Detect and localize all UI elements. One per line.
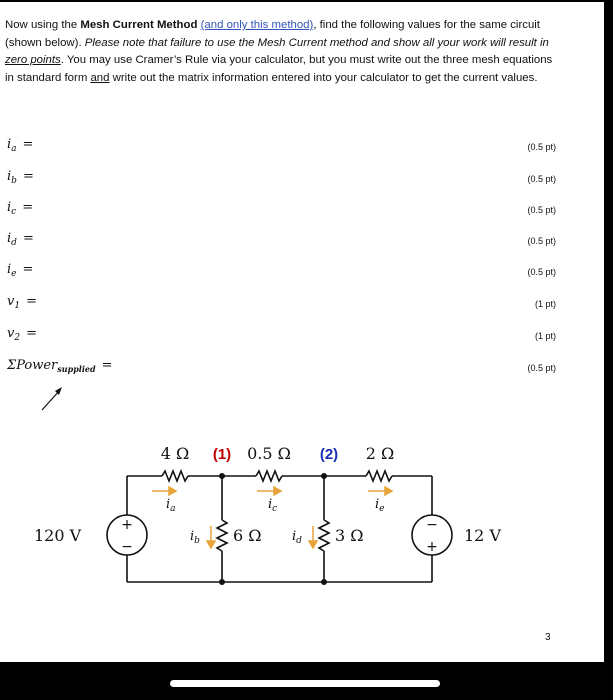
ic-main: i: [268, 497, 273, 512]
label-ic: [268, 497, 277, 514]
ia-main: i: [166, 497, 171, 512]
resistor-4ohm: [162, 471, 188, 481]
id-sub: d: [296, 536, 302, 546]
eq-equals: =: [22, 200, 34, 215]
eq-equals: =: [22, 262, 34, 277]
instr-method: Mesh Current Method: [80, 19, 198, 31]
label-r2: 0.5 Ω: [247, 444, 291, 463]
eq-equals: =: [26, 326, 37, 341]
label-r3: 2 Ω: [365, 444, 395, 463]
eq-equals: =: [22, 169, 34, 184]
src2-plus: +: [426, 539, 438, 555]
ie-sub: e: [379, 504, 385, 514]
points-ic: (0.5 pt): [527, 205, 556, 215]
resistor-2ohm: [366, 471, 392, 481]
eq-equals: =: [101, 358, 113, 373]
ib-main: i: [190, 529, 195, 544]
label-v2: 12 V: [464, 526, 501, 545]
label-mesh1: (1): [212, 446, 232, 463]
src1-minus: −: [121, 539, 133, 555]
instr-5: , find the following values for the same circuit (shown below).: [5, 19, 540, 49]
ic-sub: c: [272, 504, 278, 514]
home-indicator-bar[interactable]: [170, 680, 440, 687]
eq-sub: 2: [14, 333, 21, 343]
instr-and: and: [90, 71, 110, 84]
points-id: (0.5 pt): [527, 236, 556, 246]
resistor-05ohm: [256, 471, 282, 481]
eq-sub: a: [11, 144, 17, 154]
label-r1: 4 Ω: [160, 444, 190, 463]
eq-sub: supplied: [57, 364, 96, 374]
points-ib: (0.5 pt): [527, 174, 556, 184]
label-mesh2: (2): [319, 446, 339, 463]
eq-var: v: [7, 294, 15, 309]
eq-equals: =: [26, 294, 37, 309]
instr-8: . You may use Cramer’s Rule via your calculator, but you must write out the three mesh equations in standard form: [5, 54, 553, 84]
eq-equals: =: [22, 137, 34, 152]
instr-zero-points: zero points: [5, 54, 61, 67]
instr-10: write out the matrix information entered into your calculator to get the current values.: [109, 71, 538, 84]
id-main: i: [292, 529, 297, 544]
eq-sub: e: [11, 269, 17, 279]
instr-only-method: (and only this method): [200, 19, 314, 31]
ia-sub: a: [170, 504, 176, 514]
points-ia: (0.5 pt): [527, 142, 556, 152]
eq-sub: 1: [14, 301, 21, 311]
label-r4: 6 Ω: [233, 526, 262, 545]
instr-6: Please note that failure to use the Mesh Current method and show all your work will result in: [84, 36, 549, 49]
eq-sub: c: [11, 207, 17, 217]
eq-var: i: [7, 231, 12, 246]
label-ib: [190, 529, 200, 546]
eq-sub: b: [11, 176, 17, 186]
label-ia: [166, 497, 176, 514]
eq-var: ΣPower: [7, 358, 58, 373]
src1-plus: +: [121, 517, 133, 533]
label-r5: 3 Ω: [335, 526, 364, 545]
resistor-3ohm: [319, 520, 329, 551]
label-id: [292, 529, 302, 546]
resistor-6ohm: [217, 520, 227, 551]
ib-sub: b: [194, 536, 200, 546]
instr-1: Now using the: [5, 19, 81, 31]
eq-sub: d: [11, 238, 17, 248]
eq-var: i: [7, 262, 12, 277]
src2-minus: −: [426, 517, 438, 533]
label-ie: [375, 497, 385, 514]
eq-var: i: [7, 200, 12, 215]
label-v1: 120 V: [34, 526, 82, 545]
page-number: 3: [545, 632, 551, 643]
points-power: (0.5 pt): [527, 363, 556, 373]
points-ie: (0.5 pt): [527, 267, 556, 277]
ie-main: i: [375, 497, 380, 512]
eq-equals: =: [22, 231, 34, 246]
points-v1: (1 pt): [534, 299, 556, 309]
eq-var: i: [7, 137, 12, 152]
points-v2: (1 pt): [534, 331, 556, 341]
eq-var: i: [7, 169, 12, 184]
eq-var: v: [7, 326, 15, 341]
